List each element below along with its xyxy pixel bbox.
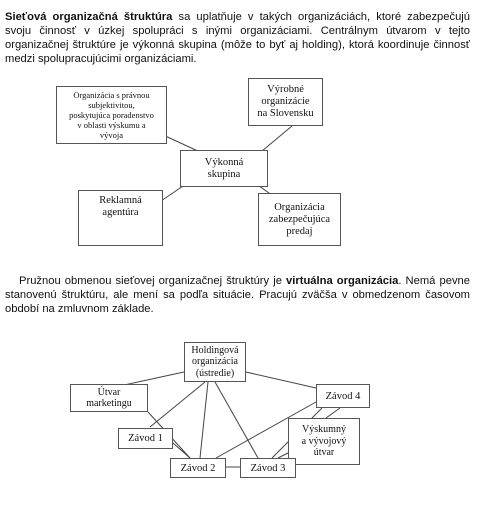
box-zavod-1: Závod 1 <box>118 428 173 449</box>
box-executive-group: Výkonná skupina <box>180 150 268 187</box>
box-zavod-2: Závod 2 <box>170 458 226 478</box>
box-research-consulting-org: Organizácia s právnou subjektivitou, poskytujúca poradenstvo v oblasti výskumu a vývoja <box>56 86 167 144</box>
box-advertising-agency: Reklamná agentúra <box>78 190 163 246</box>
term-network-structure: Sieťová organizačná štruktúra <box>5 11 173 23</box>
connector-zavod1-zavod2 <box>173 443 190 458</box>
paragraph-virtual-text-after: . Nemá pevne stanovenú štruktúru, ale mení sa podľa situácie. Pracujú zväčša v obmedzenom časovom období na zmluvnom základe. <box>5 275 470 315</box>
box-zavod-3: Závod 3 <box>240 458 296 478</box>
box-production-organizations: Výrobné organizácie na Slovensku <box>248 78 323 126</box>
box-sales-organization: Organizácia zabezpečujúca predaj <box>258 193 341 246</box>
connector-holding-zavod4 <box>246 372 316 388</box>
box-holding-organization: Holdingová organizácia (ústredie) <box>184 342 246 382</box>
connector-zavod4-research <box>326 408 340 418</box>
connector-holding-zavod2 <box>200 382 208 458</box>
paragraph-network-structure-text: sa uplatňuje v takých organizáciách, ktoré zabezpečujú svoju činnosť v úzkej spolupráci s inými organizáciami. Centrálnym útvarom v tejto organizačnej štruktúre je výkonná skupina (môže to byť aj holding), ktorá koordinuje činnosť medzi spolupracujúcimi organizáciami. <box>5 11 471 65</box>
paragraph-virtual-text-before: Pružnou obmenou sieťovej organizačnej štruktúry je <box>19 275 287 287</box>
term-virtual-organization: virtuálna organizácia <box>286 275 399 287</box>
connector-holding-zavod1 <box>150 382 205 427</box>
box-research-development-unit: Výskumný a vývojový útvar <box>288 418 360 465</box>
box-zavod-4: Závod 4 <box>316 384 370 408</box>
box-marketing-unit: Útvar marketingu <box>70 384 148 412</box>
